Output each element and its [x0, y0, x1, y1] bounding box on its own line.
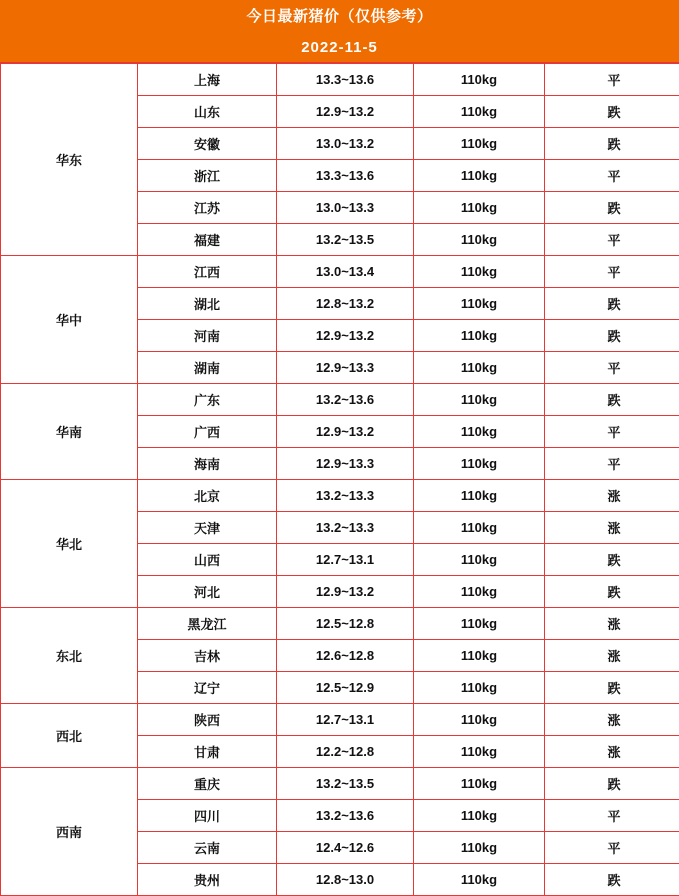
price-range-cell: 12.7~13.1 — [277, 544, 414, 576]
province-cell: 浙江 — [138, 160, 277, 192]
trend-cell: 平 — [545, 256, 679, 288]
trend-cell: 平 — [545, 416, 679, 448]
price-range-cell: 12.7~13.1 — [277, 704, 414, 736]
weight-cell: 110kg — [414, 384, 545, 416]
price-range-cell: 13.0~13.2 — [277, 128, 414, 160]
weight-cell: 110kg — [414, 256, 545, 288]
price-range-cell: 13.0~13.3 — [277, 192, 414, 224]
trend-cell: 跌 — [545, 672, 679, 704]
trend-cell: 平 — [545, 832, 679, 864]
province-cell: 海南 — [138, 448, 277, 480]
trend-cell: 平 — [545, 352, 679, 384]
province-cell: 上海 — [138, 64, 277, 96]
province-cell: 甘肃 — [138, 736, 277, 768]
trend-cell: 涨 — [545, 640, 679, 672]
province-cell: 北京 — [138, 480, 277, 512]
price-range-cell: 13.2~13.3 — [277, 512, 414, 544]
price-range-cell: 13.2~13.6 — [277, 800, 414, 832]
province-cell: 河南 — [138, 320, 277, 352]
province-cell: 辽宁 — [138, 672, 277, 704]
table-row — [1, 256, 679, 288]
trend-cell: 涨 — [545, 512, 679, 544]
weight-cell: 110kg — [414, 832, 545, 864]
region-cell: 华南 — [1, 384, 138, 480]
trend-cell: 涨 — [545, 736, 679, 768]
weight-cell: 110kg — [414, 704, 545, 736]
table-row — [1, 384, 679, 416]
weight-cell: 110kg — [414, 608, 545, 640]
province-cell: 贵州 — [138, 864, 277, 896]
weight-cell: 110kg — [414, 96, 545, 128]
region-cell: 西南 — [1, 768, 138, 896]
page-title: 今日最新猪价（仅供参考） — [0, 0, 679, 34]
weight-cell: 110kg — [414, 768, 545, 800]
province-cell: 福建 — [138, 224, 277, 256]
price-range-cell: 12.5~12.8 — [277, 608, 414, 640]
trend-cell: 平 — [545, 224, 679, 256]
province-cell: 江西 — [138, 256, 277, 288]
weight-cell: 110kg — [414, 800, 545, 832]
trend-cell: 跌 — [545, 288, 679, 320]
trend-cell: 跌 — [545, 576, 679, 608]
province-cell: 湖南 — [138, 352, 277, 384]
weight-cell: 110kg — [414, 864, 545, 896]
province-cell: 河北 — [138, 576, 277, 608]
price-range-cell: 12.9~13.2 — [277, 576, 414, 608]
province-cell: 安徽 — [138, 128, 277, 160]
weight-cell: 110kg — [414, 448, 545, 480]
weight-cell: 110kg — [414, 160, 545, 192]
weight-cell: 110kg — [414, 320, 545, 352]
province-cell: 天津 — [138, 512, 277, 544]
trend-cell: 跌 — [545, 128, 679, 160]
weight-cell: 110kg — [414, 672, 545, 704]
price-range-cell: 12.9~13.2 — [277, 320, 414, 352]
trend-cell: 跌 — [545, 864, 679, 896]
trend-cell: 平 — [545, 800, 679, 832]
weight-cell: 110kg — [414, 64, 545, 96]
weight-cell: 110kg — [414, 736, 545, 768]
table-body — [1, 64, 679, 896]
price-range-cell: 12.6~12.8 — [277, 640, 414, 672]
weight-cell: 110kg — [414, 352, 545, 384]
price-range-cell: 13.3~13.6 — [277, 64, 414, 96]
price-range-cell: 12.9~13.2 — [277, 416, 414, 448]
trend-cell: 平 — [545, 448, 679, 480]
region-cell: 华中 — [1, 256, 138, 384]
price-range-cell: 12.9~13.3 — [277, 448, 414, 480]
price-range-cell: 13.2~13.5 — [277, 768, 414, 800]
price-range-cell: 13.3~13.6 — [277, 160, 414, 192]
region-cell: 西北 — [1, 704, 138, 768]
pig-price-table — [0, 63, 679, 896]
region-cell: 东北 — [1, 608, 138, 704]
region-cell: 华东 — [1, 64, 138, 256]
trend-cell: 跌 — [545, 192, 679, 224]
region-cell: 华北 — [1, 480, 138, 608]
province-cell: 云南 — [138, 832, 277, 864]
province-cell: 山东 — [138, 96, 277, 128]
trend-cell: 涨 — [545, 480, 679, 512]
table-row — [1, 480, 679, 512]
province-cell: 广西 — [138, 416, 277, 448]
weight-cell: 110kg — [414, 512, 545, 544]
province-cell: 吉林 — [138, 640, 277, 672]
weight-cell: 110kg — [414, 128, 545, 160]
province-cell: 广东 — [138, 384, 277, 416]
province-cell: 四川 — [138, 800, 277, 832]
province-cell: 黑龙江 — [138, 608, 277, 640]
price-range-cell: 12.8~13.0 — [277, 864, 414, 896]
province-cell: 陕西 — [138, 704, 277, 736]
weight-cell: 110kg — [414, 480, 545, 512]
weight-cell: 110kg — [414, 576, 545, 608]
price-range-cell: 12.9~13.3 — [277, 352, 414, 384]
trend-cell: 跌 — [545, 768, 679, 800]
table-row — [1, 64, 679, 96]
weight-cell: 110kg — [414, 192, 545, 224]
price-range-cell: 12.8~13.2 — [277, 288, 414, 320]
price-range-cell: 12.9~13.2 — [277, 96, 414, 128]
table-row — [1, 608, 679, 640]
trend-cell: 跌 — [545, 384, 679, 416]
table-row — [1, 704, 679, 736]
weight-cell: 110kg — [414, 544, 545, 576]
province-cell: 山西 — [138, 544, 277, 576]
weight-cell: 110kg — [414, 416, 545, 448]
price-range-cell: 13.0~13.4 — [277, 256, 414, 288]
trend-cell: 跌 — [545, 320, 679, 352]
trend-cell: 跌 — [545, 544, 679, 576]
price-range-cell: 13.2~13.6 — [277, 384, 414, 416]
trend-cell: 跌 — [545, 96, 679, 128]
weight-cell: 110kg — [414, 224, 545, 256]
price-range-cell: 12.2~12.8 — [277, 736, 414, 768]
weight-cell: 110kg — [414, 640, 545, 672]
price-range-cell: 12.5~12.9 — [277, 672, 414, 704]
province-cell: 江苏 — [138, 192, 277, 224]
price-range-cell: 13.2~13.3 — [277, 480, 414, 512]
trend-cell: 平 — [545, 64, 679, 96]
trend-cell: 平 — [545, 160, 679, 192]
province-cell: 湖北 — [138, 288, 277, 320]
price-range-cell: 12.4~12.6 — [277, 832, 414, 864]
table-row — [1, 768, 679, 800]
province-cell: 重庆 — [138, 768, 277, 800]
trend-cell: 涨 — [545, 704, 679, 736]
price-range-cell: 13.2~13.5 — [277, 224, 414, 256]
weight-cell: 110kg — [414, 288, 545, 320]
trend-cell: 涨 — [545, 608, 679, 640]
date-label: 2022-11-5 — [0, 34, 679, 63]
